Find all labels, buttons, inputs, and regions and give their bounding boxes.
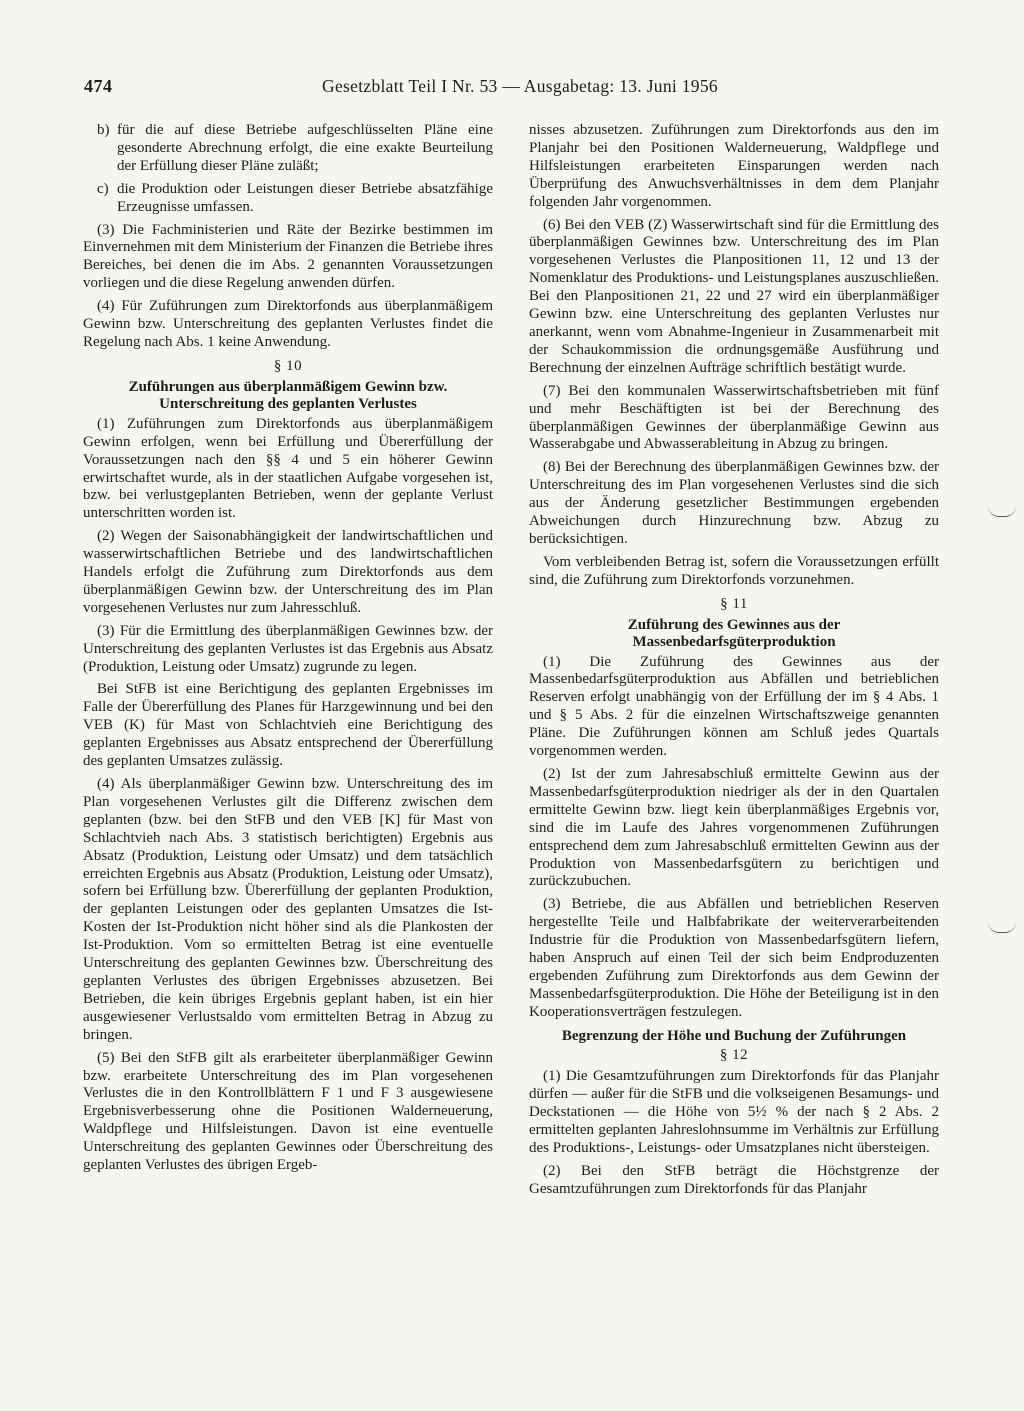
paragraph-10-1: (1) Zuführungen zum Direktorfonds aus überplanmäßigem Gewinn erfolgen, wenn bei Erfüllung und Übererfüllung der Voraussetzungen nach den §§ 4 und 5 ein höherer Gewinn erwirtschaftet wurde, als in der staatlichen Aufgabe vorgesehen ist, bzw. bei verlustgeplanten Betrieben, wenn der geplante Verlust unterschritten worden ist. [83,415,493,522]
paragraph-10-9: Vom verbleibenden Betrag ist, sofern die Voraussetzungen erfüllt sind, die Zuführung zum Direktorfonds vorzunehmen. [529,553,939,588]
section-title-11: Zuführung des Gewinnes aus der Massenbedarfsgüterproduktion [627,616,841,651]
paragraph-11-3: (3) Betriebe, die aus Abfällen und betrieblichen Reserven hergestellte Teile und Halbfabrikate der weiterverarbeitenden Industrie für die Produktion von Massenbedarfsgütern liefern, haben Anspruch auf einen Teil der sich beim Endproduzenten ergebenden Zuführung zum Direktorfonds aus dem Gewinn der Massenbedarfsgüterproduktion. Die Höhe der Beteiligung ist in den Kooperationsverträgen festzulegen. [529,896,939,1020]
paragraph-10-8: (8) Bei der Berechnung des überplanmäßigen Gewinnes bzw. der Unterschreitung des im Plan vorgesehenen Verlustes sind die sich aus der Änderung gesetzlicher Bestimmungen ergebenden Abweichungen durch Hinzurechnung bzw. Abzug zu berücksichtigen. [529,459,939,547]
paragraph-12-1: (1) Die Gesamtzuführungen zum Direktorfonds für das Planjahr dürfen — außer für die StFB und die volkseigenen Besamungs- und Deckstationen — die Höhe von 5½ % der nach § 2 Abs. 2 ermittelten geplanten Jahreslohnsumme im Verhältnis zur Erfüllung des Produktions-, Leistungs- oder Umsatzplanes nicht übersteigen. [529,1068,939,1156]
section-title-12: Begrenzung der Höhe und Buchung der Zuführungen [561,1027,907,1044]
section-number-11: § 11 [720,595,748,612]
section-number-10: § 10 [273,357,303,374]
section-title-10: Zuführungen aus überplanmäßigem Gewinn bzw. Unterschreitung des geplanten Verlustes [128,378,448,413]
margin-mark [988,922,1016,933]
list-item-c [83,181,493,217]
paragraph-10-6: (6) Bei den VEB (Z) Wasserwirtschaft sind für die Ermittlung des überplanmäßigen Gewinnes bzw. Unterschreitung des im Plan vorgesehenen Verlustes die Planpositionen 11, 12 und 13 der Nomenklatur des Produktions- und Leistungsplanes auszuschließen. Bei den Planpositionen 21, 22 und 27 wird ein überplanmäßiger Gewinn bzw. eine Unterschreitung des geplanten Verlustes nur anerkannt, wenn vom Abnahme-Ingenieur in Zusammenarbeit mit der Schaukommission die ordnungsgemäße Ausführung und Berechnung der einzelnen Aufträge schriftlich bestätigt wurde. [529,216,939,376]
running-title: Gesetzblatt Teil I Nr. 53 — Ausgabetag: 13. Juni 1956 [322,76,718,96]
paragraph-10-7: (7) Bei den kommunalen Wasserwirtschaftsbetrieben mit fünf und mehr Beschäftigten ist bei der Berechnung des überplanmäßigen Gewinnes der überplanmäßige Gewinn aus Wasserabgabe und Abwasserableitung in Abzug zu bringen. [529,382,939,453]
paragraph-10-5: (5) Bei den StFB gilt als erarbeiteter überplanmäßiger Gewinn bzw. erarbeitete Unterschreitung des im Plan vorgesehenen Verlustes die in den Kontrollblättern F 1 und F 3 ausgewiesene Ergebnisverbesserung ohne die Positionen Walderneuerung, Waldpflege und Hilfsleistungen. Davon ist eine eventuelle Unterschreitung des geplanten Gewinnes oder Überschreitung des geplanten Verlustes des übrigen Ergeb- [83,1049,493,1174]
list-item-b [83,122,493,176]
paragraph-9-4: (4) Für Zuführungen zum Direktorfonds aus überplanmäßigem Gewinn bzw. Unterschreitung des geplanten Verlustes findet die Regelung nach Abs. 1 keine Anwendung. [83,298,493,350]
paragraph-continuation: nisses abzusetzen. Zuführungen zum Direktorfonds aus den im Planjahr bei den Positionen Walderneuerung, Waldpflege und Hilfsleistungen erarbeiteten Einsparungen werden nach Überprüfung des Anwuchsverhältnisses in dem dem Planjahr folgenden Jahr vorgenommen. [529,122,939,210]
list-text: für die auf diese Betriebe aufgeschlüsselten Pläne eine gesonderte Abrechnung erfolgt, die eine exakte Beurteilung der Erfüllung dieser Pläne zuläßt; [117,122,493,174]
list-text: die Produktion oder Leistungen dieser Betriebe absatzfähige Erzeugnisse umfassen. [117,180,493,215]
margin-mark [988,506,1016,517]
paragraph-10-2: (2) Wegen der Saisonabhängigkeit der landwirtschaftlichen und wasserwirtschaftlichen Betriebe und des landwirtschaftlichen Handels erfolgt die Zuführung zum Direktorfonds aus dem überplanmäßigen Gewinn bzw. der Unterschreitung des im Plan vorgesehenen Verlustes nur zum Jahresschluß. [83,528,493,616]
paragraph-11-1: (1) Die Zuführung des Gewinnes aus der Massenbedarfsgüterproduktion aus Abfällen und betrieblichen Reserven erfolgt unabhängig von der Erfüllung der im § 4 Abs. 1 und § 5 Abs. 2 für die einzelnen Wirtschaftszweige genannten Pläne. Die Zuführungen können am Schluß jedes Quartals vorgenommen werden. [529,653,939,760]
paragraph-9-3: (3) Die Fachministerien und Räte der Bezirke bestimmen im Einvernehmen mit dem Ministerium der Finanzen die Betriebe ihres Bereiches, bei denen die im Abs. 2 genannten Voraussetzungen vorliegen und die diese Regelung anwenden dürfen. [83,221,493,292]
page-header [84,76,938,102]
page-number: 474 [84,76,113,96]
paragraph-12-2: (2) Bei den StFB beträgt die Höchstgrenze der Gesamtzuführungen zum Direktorfonds für das Planjahr [529,1162,939,1197]
paragraph-10-3: (3) Für die Ermittlung des überplanmäßigen Gewinnes bzw. der Unterschreitung des geplanten Verlustes ist das Ergebnis aus Absatz (Produktion, Leistung oder Umsatz) zugrunde zu legen. [83,622,493,675]
paragraph-10-4: (4) Als überplanmäßiger Gewinn bzw. Unterschreitung des im Plan vorgesehenen Verlustes gilt die Differenz zwischen dem geplanten (bzw. bei den StFB und den VEB [K] für Mast von Schlachtvieh nach Abs. 3 statistisch berichtigten) Ergebnis aus Absatz (Produktion, Leistung oder Umsatz) und dem tatsächlich erreichten Ergebnis aus Absatz (Produktion, Leistung oder Umsatz), sofern bei Erfüllung bzw. Übererfüllung der geplanten Produktion, der geplanten Leistungen oder des geplanten Umsatzes die Ist-Kosten der Ist-Produktion nicht höher sind als die Plankosten der Ist-Produktion. Vom so ermittelten Betrag ist eine eventuelle Unterschreitung des geplanten Gewinnes bzw. Überschreitung des geplanten Verlustes des übrigen Ergebnisses abzusetzen. Bei Betrieben, die kein übriges Ergebnis geplant haben, ist ein hier ausgewiesener Verlustsaldo vom ermittelten Betrag in Abzug zu bringen. [83,776,493,1043]
paragraph-11-2: (2) Ist der zum Jahresabschluß ermittelte Gewinn aus der Massenbedarfsgüterproduktion niedriger als der in den Quartalen ermittelte Gewinn bzw. liegt kein überplanmäßiges Ergebnis vor, sind die im Laufe des Jahres vorgenommenen Zuführungen entsprechend dem zum Jahresabschluß ermittelten Gewinn aus der Produktion von Massenbedarfsgütern zu berichtigen und zurückzubuchen. [529,766,939,890]
list-marker: b) [97,122,110,138]
left-column [83,122,493,1180]
paragraph-10-3b: Bei StFB ist eine Berichtigung des geplanten Ergebnisses im Falle der Übererfüllung des Planes für Harzgewinnung und bei den VEB (K) für Mast von Schlachtvieh eine Berichtigung des geplanten Ergebnisses aus Absatz entsprechend der Übererfüllung des geplanten Umsatzes zulässig. [83,681,493,770]
section-number-12: § 12 [719,1047,749,1064]
right-column [529,122,939,1203]
list-marker: c) [97,180,109,197]
